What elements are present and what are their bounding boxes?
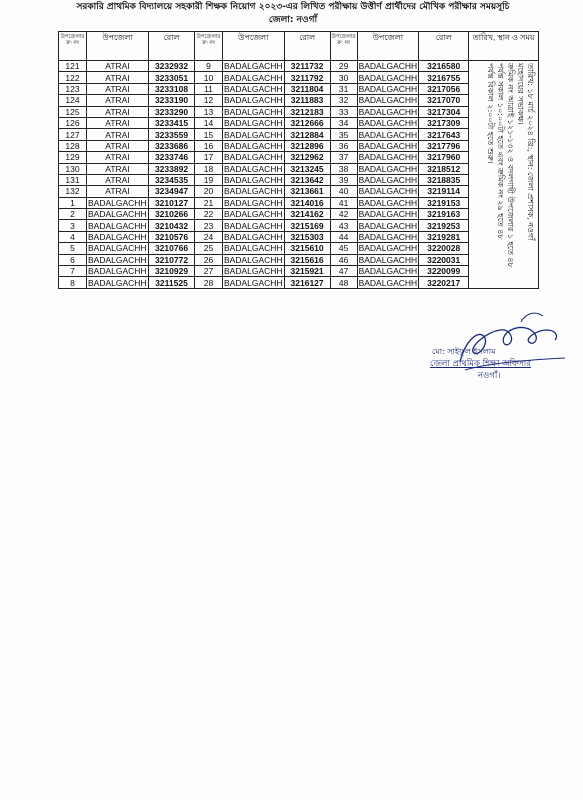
signatory-name: মো: সাইফুল ইসলাম [432, 347, 496, 356]
row-roll: 3210766 [149, 243, 195, 254]
row-upazila: BADALGACHH [358, 140, 418, 151]
row-sl: 14 [195, 117, 223, 128]
table-row [59, 95, 539, 106]
row-sl: 127 [59, 129, 87, 140]
row-roll: 3214162 [284, 209, 330, 220]
table-row [59, 72, 539, 83]
row-upazila: BADALGACHH [88, 277, 147, 288]
row-sl: 41 [330, 197, 357, 208]
row-sl: 123 [59, 83, 87, 94]
table-row [59, 266, 539, 277]
row-sl: 18 [195, 163, 223, 174]
table-header-row [59, 32, 539, 61]
header-roll-1: রোল [149, 32, 195, 61]
row-upazila: ATRAI [87, 174, 149, 185]
row-upazila: BADALGACHH [358, 243, 418, 254]
row-sl: 124 [59, 95, 87, 106]
row-roll: 3210929 [149, 266, 195, 277]
row-upazila: BADALGACHH [224, 277, 283, 288]
row-sl: 26 [195, 254, 223, 265]
schedule-note-line: ক্রমিক নং আত্রাই ১২১-১৩২ ও বদলগাছী উপজেলার ১ হতে ৪৮ [506, 63, 516, 268]
row-upazila: BADALGACHH [224, 197, 283, 208]
row-sl: 24 [195, 231, 223, 242]
schedule-table [58, 31, 539, 289]
row-sl: 23 [195, 220, 223, 231]
row-roll: 3218835 [419, 174, 469, 185]
row-roll: 3234947 [149, 186, 195, 197]
row-upazila: BADALGACHH [224, 220, 283, 231]
row-roll: 3210266 [149, 209, 195, 220]
table-row [59, 254, 539, 265]
row-upazila: BADALGACHH [88, 220, 147, 231]
row-roll: 3216755 [419, 72, 469, 83]
row-upazila: BADALGACHH [358, 186, 418, 197]
row-sl: 43 [330, 220, 357, 231]
table-row [59, 61, 539, 72]
row-roll: 3213245 [284, 163, 330, 174]
row-sl: 39 [330, 174, 357, 185]
row-sl: 38 [330, 163, 357, 174]
table-row [59, 163, 539, 174]
row-sl: 21 [195, 197, 223, 208]
table-row [59, 83, 539, 94]
row-roll: 3215303 [284, 231, 330, 242]
row-roll: 3210772 [149, 254, 195, 265]
row-roll: 3234535 [149, 174, 195, 185]
row-sl: 31 [330, 83, 357, 94]
header-date-place-time: তারিখ, স্থান ও সময় [469, 32, 539, 61]
row-upazila: BADALGACHH [224, 243, 283, 254]
row-sl: 7 [59, 266, 87, 277]
row-upazila: BADALGACHH [358, 232, 418, 243]
row-sl: 28 [195, 277, 223, 288]
table-row [59, 152, 539, 163]
table-row [59, 174, 539, 185]
row-roll: 3215169 [284, 220, 330, 231]
row-roll: 3219253 [419, 220, 469, 231]
row-roll: 3210127 [149, 197, 195, 208]
row-sl: 35 [330, 129, 357, 140]
row-sl: 12 [195, 95, 223, 106]
row-upazila: BADALGACHH [224, 163, 283, 174]
header-sl-1: উপজেলার ক্র: নং [59, 32, 87, 61]
row-sl: 15 [195, 129, 223, 140]
row-roll: 3217643 [419, 129, 469, 140]
row-roll: 3233051 [149, 72, 195, 83]
table-row [59, 243, 539, 254]
row-upazila: BADALGACHH [224, 72, 283, 83]
row-sl: 131 [59, 174, 87, 185]
row-upazila: ATRAI [87, 95, 149, 106]
row-roll: 3220099 [419, 266, 469, 277]
schedule-note-cell [469, 61, 539, 289]
row-sl: 42 [330, 209, 357, 220]
signatory-place: নওগাঁ। [478, 371, 501, 381]
row-sl: 5 [59, 243, 87, 254]
row-roll: 3212884 [284, 129, 330, 140]
row-upazila: BADALGACHH [358, 72, 418, 83]
table-row [59, 209, 539, 220]
row-upazila: ATRAI [87, 140, 149, 151]
row-sl: 30 [330, 72, 357, 83]
row-roll: 3220028 [419, 243, 469, 254]
row-roll: 3233415 [149, 117, 195, 128]
row-sl: 121 [59, 61, 87, 72]
row-sl: 34 [330, 117, 357, 128]
row-roll: 3219163 [419, 209, 469, 220]
header-upazila-1: উপজেলা [87, 32, 149, 61]
row-sl: 130 [59, 163, 87, 174]
row-roll: 3217056 [419, 83, 469, 94]
table-row [59, 220, 539, 231]
row-roll: 3212896 [284, 140, 330, 151]
table-row [59, 197, 539, 208]
row-upazila: BADALGACHH [224, 95, 283, 106]
row-sl: 8 [59, 277, 87, 288]
row-upazila: BADALGACHH [224, 209, 283, 220]
row-sl: 9 [195, 61, 223, 72]
row-upazila: ATRAI [87, 117, 149, 128]
row-sl: 125 [59, 106, 87, 117]
row-sl: 25 [195, 243, 223, 254]
row-upazila: ATRAI [87, 129, 149, 140]
row-roll: 3212666 [284, 117, 330, 128]
header-roll-2: রোল [284, 32, 330, 61]
header-upazila-3: উপজেলা [357, 32, 419, 61]
row-upazila: BADALGACHH [88, 209, 147, 220]
row-roll: 3233686 [149, 140, 195, 151]
row-sl: 45 [330, 243, 357, 254]
row-sl: 47 [330, 266, 357, 277]
row-upazila: BADALGACHH [358, 209, 418, 220]
header-roll-3: রোল [419, 32, 469, 61]
row-upazila: BADALGACHH [224, 254, 283, 265]
row-roll: 3210432 [149, 220, 195, 231]
row-upazila: BADALGACHH [358, 175, 418, 186]
row-sl: 27 [195, 266, 223, 277]
row-sl: 4 [59, 231, 87, 242]
row-upazila: BADALGACHH [224, 152, 283, 163]
row-upazila: BADALGACHH [88, 266, 147, 277]
row-roll: 3233190 [149, 95, 195, 106]
row-roll: 3212962 [284, 152, 330, 163]
table-row [59, 129, 539, 140]
row-upazila: BADALGACHH [224, 129, 283, 140]
row-sl: 19 [195, 174, 223, 185]
table-row [59, 140, 539, 151]
schedule-note-line: পর্যন্ত সকাল ১০:০০টা হতে এবং ক্রমিক নং ২৯ হতে ৪৮ [496, 63, 506, 240]
row-sl: 2 [59, 209, 87, 220]
table-row [59, 117, 539, 128]
row-roll: 3217070 [419, 95, 469, 106]
row-sl: 29 [330, 61, 357, 72]
schedule-note-line: মহোদয়ের সভাকক্ষ। [516, 63, 526, 125]
schedule-note [475, 63, 535, 281]
row-upazila: BADALGACHH [88, 232, 147, 243]
row-roll: 3233559 [149, 129, 195, 140]
row-sl: 37 [330, 152, 357, 163]
row-roll: 3217309 [419, 117, 469, 128]
row-roll: 3213661 [284, 186, 330, 197]
row-upazila: BADALGACHH [224, 186, 283, 197]
row-upazila: BADALGACHH [224, 106, 283, 117]
row-roll: 3233746 [149, 152, 195, 163]
row-roll: 3211792 [284, 72, 330, 83]
row-roll: 3210576 [149, 231, 195, 242]
row-roll: 3217796 [419, 140, 469, 151]
row-sl: 6 [59, 254, 87, 265]
row-roll: 3216127 [284, 277, 330, 288]
row-sl: 128 [59, 140, 87, 151]
row-upazila: BADALGACHH [358, 152, 418, 163]
schedule-note-line: পর্যন্ত বিকাল ২:০০টা হতে শুরু। [486, 63, 496, 164]
row-upazila: BADALGACHH [358, 129, 418, 140]
row-roll: 3217304 [419, 106, 469, 117]
row-sl: 11 [195, 83, 223, 94]
row-sl: 122 [59, 72, 87, 83]
header-upazila-2: উপজেলা [223, 32, 285, 61]
row-sl: 3 [59, 220, 87, 231]
row-upazila: BADALGACHH [88, 197, 147, 208]
table-row [59, 106, 539, 117]
row-upazila: BADALGACHH [224, 232, 283, 243]
row-sl: 13 [195, 106, 223, 117]
row-roll: 3211804 [284, 83, 330, 94]
row-sl: 32 [330, 95, 357, 106]
row-upazila: BADALGACHH [358, 163, 418, 174]
row-upazila: BADALGACHH [88, 243, 147, 254]
row-sl: 1 [59, 197, 87, 208]
row-upazila: BADALGACHH [88, 254, 147, 265]
row-upazila: BADALGACHH [224, 175, 283, 186]
row-sl: 48 [330, 277, 357, 288]
row-roll: 3217960 [419, 152, 469, 163]
row-sl: 46 [330, 254, 357, 265]
row-roll: 3218512 [419, 163, 469, 174]
row-sl: 126 [59, 117, 87, 128]
row-roll: 3219114 [419, 186, 469, 197]
signatory-designation: জেলা প্রাথমিক শিক্ষা অফিসার [430, 359, 531, 369]
row-upazila: ATRAI [87, 152, 149, 163]
row-upazila: ATRAI [87, 186, 149, 197]
row-roll: 3212183 [284, 106, 330, 117]
row-sl: 16 [195, 140, 223, 151]
row-roll: 3214016 [284, 197, 330, 208]
row-sl: 129 [59, 152, 87, 163]
row-roll: 3211732 [284, 61, 330, 72]
row-upazila: ATRAI [87, 106, 149, 117]
row-upazila: BADALGACHH [358, 197, 418, 208]
row-upazila: BADALGACHH [224, 266, 283, 277]
row-upazila: BADALGACHH [358, 254, 418, 265]
row-roll: 3220031 [419, 254, 469, 265]
row-sl: 33 [330, 106, 357, 117]
row-roll: 3233108 [149, 83, 195, 94]
row-roll: 3233892 [149, 163, 195, 174]
row-roll: 3219281 [419, 231, 469, 242]
schedule-note-line: তারিখ: ১৮ মার্চ ২০২৪ খ্রি:, স্থান: জেলা প্রশাসক, নওগাঁ [526, 63, 536, 241]
row-roll: 3219153 [419, 197, 469, 208]
row-sl: 132 [59, 186, 87, 197]
row-upazila: BADALGACHH [224, 140, 283, 151]
row-upazila: BADALGACHH [358, 106, 418, 117]
row-roll: 3215610 [284, 243, 330, 254]
row-roll: 3213642 [284, 174, 330, 185]
row-sl: 17 [195, 152, 223, 163]
row-roll: 3233290 [149, 106, 195, 117]
table-row [59, 186, 539, 197]
row-roll: 3220217 [419, 277, 469, 288]
header-sl-3: উপজেলার ক্র: নং [330, 32, 357, 61]
table-row [59, 231, 539, 242]
row-upazila: BADALGACHH [358, 266, 418, 277]
row-upazila: BADALGACHH [358, 95, 418, 106]
header-sl-2: উপজেলার ক্র: নং [195, 32, 223, 61]
document-title: সরকারি প্রাথমিক বিদ্যালয়ে সহকারী শিক্ষক নিয়োগ ২০২৩-এর লিখিত পরীক্ষায় উত্তীর্ণ প্রার্থীদের মৌখিক পরীক্ষার সময়সূচি [76, 2, 510, 12]
row-upazila: BADALGACHH [358, 61, 418, 72]
row-roll: 3216580 [419, 61, 469, 72]
row-roll: 3232932 [149, 61, 195, 72]
row-upazila: BADALGACHH [224, 61, 283, 72]
row-sl: 10 [195, 72, 223, 83]
row-sl: 20 [195, 186, 223, 197]
row-upazila: BADALGACHH [224, 83, 283, 94]
row-roll: 3211525 [149, 277, 195, 288]
row-roll: 3211883 [284, 95, 330, 106]
row-upazila: BADALGACHH [358, 277, 418, 288]
row-upazila: BADALGACHH [358, 83, 418, 94]
row-roll: 3215921 [284, 266, 330, 277]
row-sl: 36 [330, 140, 357, 151]
row-upazila: BADALGACHH [224, 118, 283, 129]
row-upazila: ATRAI [87, 72, 149, 83]
row-upazila: ATRAI [87, 83, 149, 94]
table-row [59, 277, 539, 288]
row-upazila: ATRAI [87, 163, 149, 174]
row-sl: 22 [195, 209, 223, 220]
row-upazila: BADALGACHH [358, 220, 418, 231]
row-sl: 40 [330, 186, 357, 197]
row-upazila: BADALGACHH [358, 118, 418, 129]
document-subtitle: জেলা: নওগাঁ [268, 15, 318, 25]
row-upazila: ATRAI [87, 61, 149, 72]
row-sl: 44 [330, 231, 357, 242]
row-roll: 3215616 [284, 254, 330, 265]
